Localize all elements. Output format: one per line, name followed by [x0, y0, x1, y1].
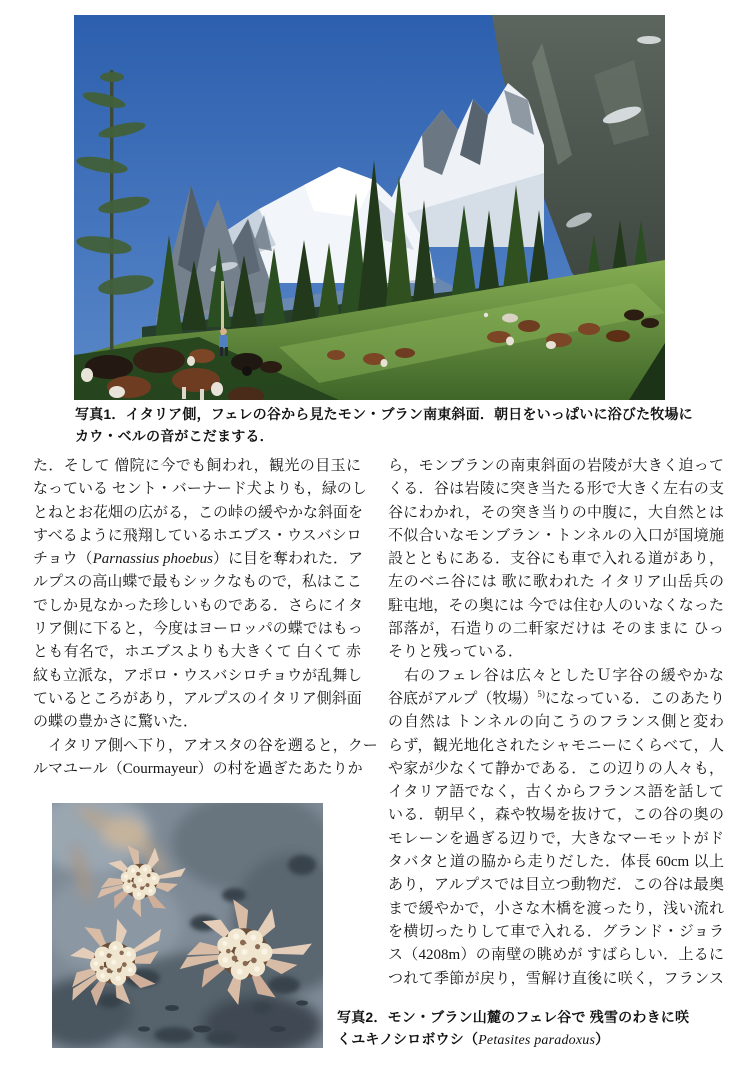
- text-line: とも有名で，ホエブスよりも大きくて 白くて 赤: [33, 644, 361, 661]
- text-line: そりと残っている．: [388, 644, 524, 661]
- text-line: ルプスの高山蝶で最もシックなもので，私はここ: [33, 574, 362, 591]
- text-line: なっている セント・バーナード犬よりも，緑のし: [33, 481, 367, 498]
- text-line: の蝶の豊かさに驚いた．: [33, 714, 199, 731]
- text-line: くる．谷は岩陵に突き当たる形で大きく左右の支: [388, 481, 724, 498]
- text-line: 紋も立派な，アポロ・ウスバシロチョウが乱舞し: [33, 667, 363, 684]
- text-line: らず，観光地化されたシャモニーにくらべて，人: [388, 737, 724, 754]
- text-line: ら，モンブランの南東斜面の岩陵が大きく迫って: [388, 458, 724, 474]
- text-line: いる．朝早く，森や牧場を抜けて，この谷の奥の: [388, 807, 724, 824]
- text-line: あり，アルプスでは目立つ動物だ．この谷は最奥: [388, 877, 724, 894]
- text-line: の自然は トンネルの向こうのフランス側と変わ: [388, 714, 724, 731]
- text-line: 谷底がアルプ（牧場）$^{5)}$になっている．このあたり: [388, 688, 725, 707]
- text-line: 設とともにある．支谷にも車で入れる道があり，: [388, 551, 724, 568]
- text-line: や家が少なくて静かである．この辺りの人々も，: [388, 760, 724, 777]
- text-line: モレーンを過ぎる辺りで，大きなマーモットがド: [388, 830, 724, 847]
- text-line: 部落が，石造りの二軒家だけは そのままに ひっ: [388, 621, 724, 638]
- text-line: イタリア側へ下り，アオスタの谷を遡ると，クー: [33, 737, 378, 754]
- flower-closeup-illustration: [52, 803, 323, 1048]
- text-line: タバタと道の脇から走りだした．体長 60cm 以上: [388, 854, 724, 871]
- photo2-caption: [337, 1007, 697, 1050]
- text-line: くユキノシロボウシ（Petasites paradoxus）: [337, 1030, 610, 1048]
- text-line: 谷にわかれ，その突き当りの中腹に，大自然とは: [388, 504, 724, 521]
- text-line: まで緩やかで，小さな木橋を渡ったり，浅い流れ: [388, 900, 724, 917]
- photo-mont-blanc-pasture: [74, 15, 665, 400]
- text-line: ス（4208m）の南壁の眺めが すばらしい．上るに: [388, 947, 724, 964]
- text-line: を横切ったりして車で入れる．グランド・ジョラ: [388, 923, 724, 940]
- text-line: た．そして 僧院に今でも飼われ，観光の目玉に: [33, 458, 361, 474]
- text-line: 写真1．イタリア側，フェレの谷から見たモン・ブラン南東斜面．朝日をいっぱいに浴びた牧場に: [75, 406, 693, 422]
- text-line: カウ・ベルの音がこだまする．: [75, 427, 274, 444]
- article-column-left: [33, 455, 378, 781]
- article-column-right: [388, 455, 724, 991]
- text-line: イタリア語でなく，古くからフランス語を話して: [388, 784, 724, 801]
- text-line: チョウ（Parnassius phoebus）に目を奪われた．ア: [33, 551, 364, 568]
- text-line: でしか見なかった珍しいものである．さらにイタ: [33, 597, 364, 614]
- text-line: 写真2．モン・ブラン山麓のフェレ谷で 残雪のわきに咲: [337, 1009, 690, 1025]
- text-line: リア側に下ると，今度はヨーロッパの蝶ではもっ: [33, 621, 363, 638]
- mountain-pasture-illustration: [74, 15, 665, 400]
- text-line: 左のベニ谷には 歌に歌われた イタリア山岳兵の: [388, 574, 724, 591]
- text-line: 右のフェレ谷は広々としたＵ字谷の緩やかな: [388, 667, 724, 684]
- text-line: とねとお花畑の広がる，この峠の緩やかな斜面を: [33, 504, 364, 521]
- text-line: ルマユール（Courmayeur）の村を過ぎたあたりか: [33, 760, 363, 777]
- text-line: つれて季節が戻り，雪解け直後に咲く，フランス: [388, 970, 724, 987]
- text-line: 不似合いなモンブラン・トンネルの入口が国境施: [388, 527, 724, 544]
- text-line: ているところがあり，アルプスのイタリア側斜面: [33, 690, 362, 707]
- photo-petasites-flowers: [52, 803, 323, 1048]
- text-line: すべるように飛翔しているホエブス・ウスバシロ: [33, 527, 362, 544]
- text-line: 駐屯地，その奥には 今では住む人のいなくなった: [388, 597, 724, 614]
- photo1-caption: [75, 404, 693, 447]
